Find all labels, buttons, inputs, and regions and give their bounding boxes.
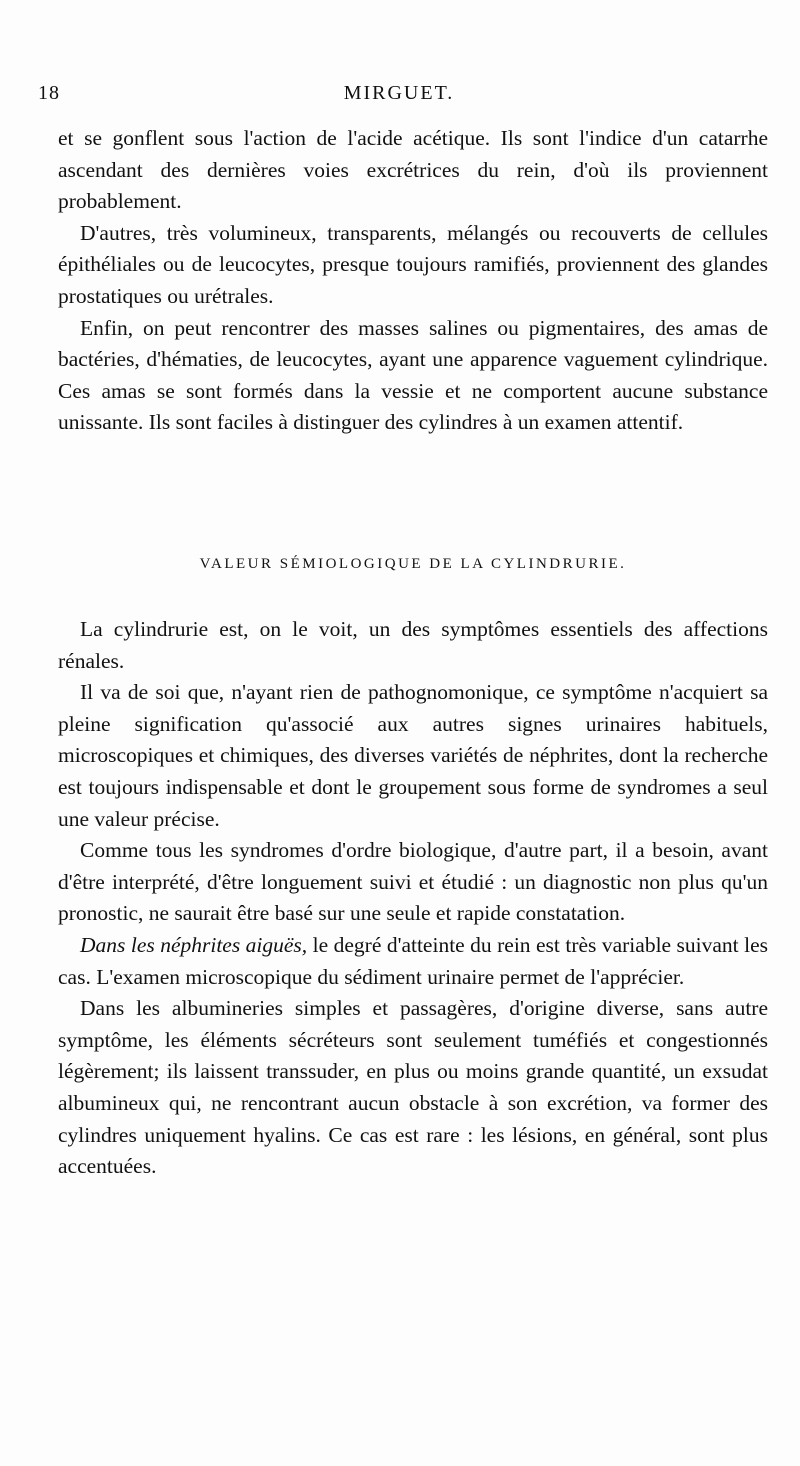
paragraph: Comme tous les syndromes d'ordre biologique, d'autre part, il a besoin, avant d'être interprété, d'être longuement suivi et étudié : un diagnostic non plus qu'un pronostic, ne saurait être basé sur une seule et rapide constatation.: [58, 838, 768, 926]
italic-lead: Dans les néphrites aiguës,: [80, 932, 308, 957]
paragraph: La cylindrurie est, on le voit, un des symptômes essentiels des affections rénales.: [58, 617, 768, 673]
paragraph: D'autres, très volumineux, transparents, mélangés ou recouverts de cellules épithéliales ou de leucocytes, presque toujours ramifiés, proviennent des glandes prostatiques ou urétrales.: [58, 220, 768, 308]
section-heading: VALEUR SÉMIOLOGIQUE DE LA CYLINDRURIE.: [199, 556, 627, 572]
paragraph-italic-lead: [58, 930, 768, 993]
paragraph: Il va de soi que, n'ayant rien de pathognomonique, ce symptôme n'acquiert sa pleine signification qu'associé aux autres signes urinaires habituels, microscopiques et chimiques, des diverses variétés de néphrites, dont la recherche est toujours indispensable et dont le groupement sous forme de syndromes a seul une valeur précise.: [58, 680, 768, 831]
running-head: MIRGUET.: [343, 82, 455, 104]
paragraph-rest: le degré d'atteinte du rein est très variable suivant les cas. L'examen microscopique du sédiment urinaire permet de l'apprécier.: [58, 932, 768, 989]
text-block-bottom: [58, 614, 768, 1183]
paragraph: et se gonflent sous l'action de l'acide acétique. Ils sont l'indice d'un catarrhe ascendant des dernières voies excrétrices du rein, d'où ils proviennent probablement.: [58, 126, 768, 214]
paragraph: Dans les albumineries simples et passagères, d'origine diverse, sans autre symptôme, les éléments sécréteurs sont seulement tuméfiés et congestionnés légèrement; ils laissent transsuder, en plus ou moins grande quantité, un exsudat albumineux qui, ne rencontrant aucun obstacle à son excrétion, va former des cylindres uniquement hyalins. Ce cas est rare : les lésions, en général, sont plus accentuées.: [58, 996, 768, 1179]
page-header: [38, 82, 760, 112]
page-number: 18: [38, 82, 60, 104]
text-block-top: [58, 123, 768, 439]
paragraph: Enfin, on peut rencontrer des masses salines ou pigmentaires, des amas de bactéries, d'hématies, de leucocytes, ayant une apparence vaguement cylindrique. Ces amas se sont formés dans la vessie et ne comportent aucune substance unissante. Ils sont faciles à distinguer des cylindres à un examen attentif.: [58, 315, 768, 435]
